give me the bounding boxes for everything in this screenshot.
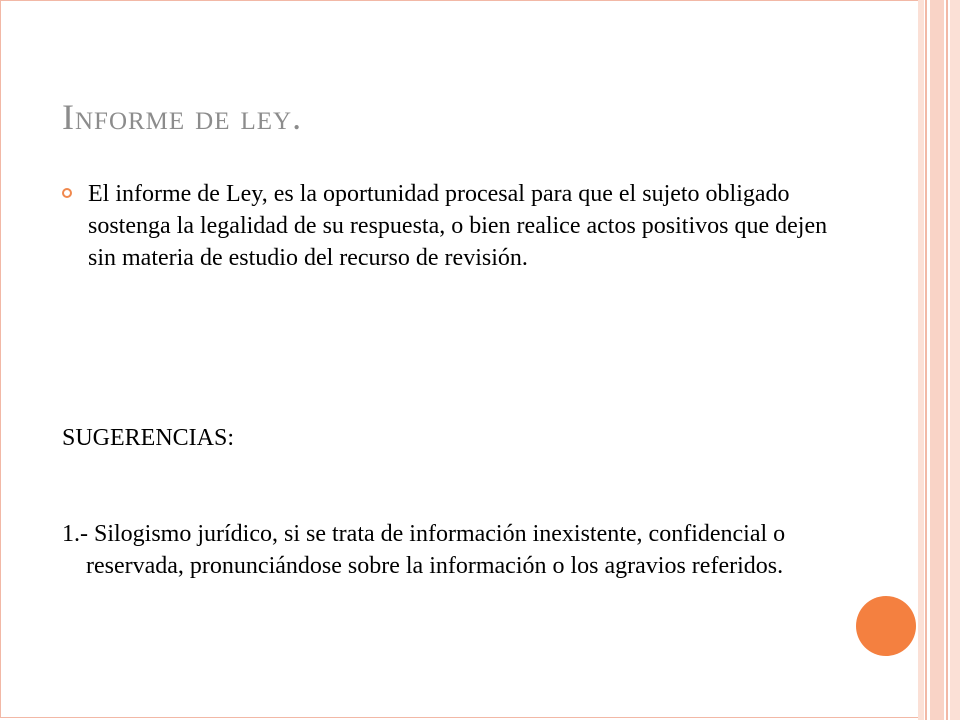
decorative-stripes bbox=[918, 0, 960, 720]
orange-circle-decoration bbox=[856, 596, 916, 656]
suggestion-item bbox=[62, 518, 822, 582]
bullet-item bbox=[62, 178, 842, 274]
suggestion-text: 1.- Silogismo jurídico, si se trata de información inexistente, confidencial o reservada, pronunciándose sobre la información o los agravios referidos. bbox=[62, 521, 786, 579]
bullet-text: El informe de Ley, es la oportunidad procesal para que el sujeto obligado sostenga la legalidad de su respuesta, o bien realice actos positivos que dejen sin materia de estudio del recurso de revisión. bbox=[88, 181, 828, 271]
hollow-circle-icon bbox=[62, 188, 72, 198]
suggestions-heading: SUGERENCIAS: bbox=[62, 425, 235, 451]
slide-title: Informe de ley. bbox=[62, 97, 303, 137]
